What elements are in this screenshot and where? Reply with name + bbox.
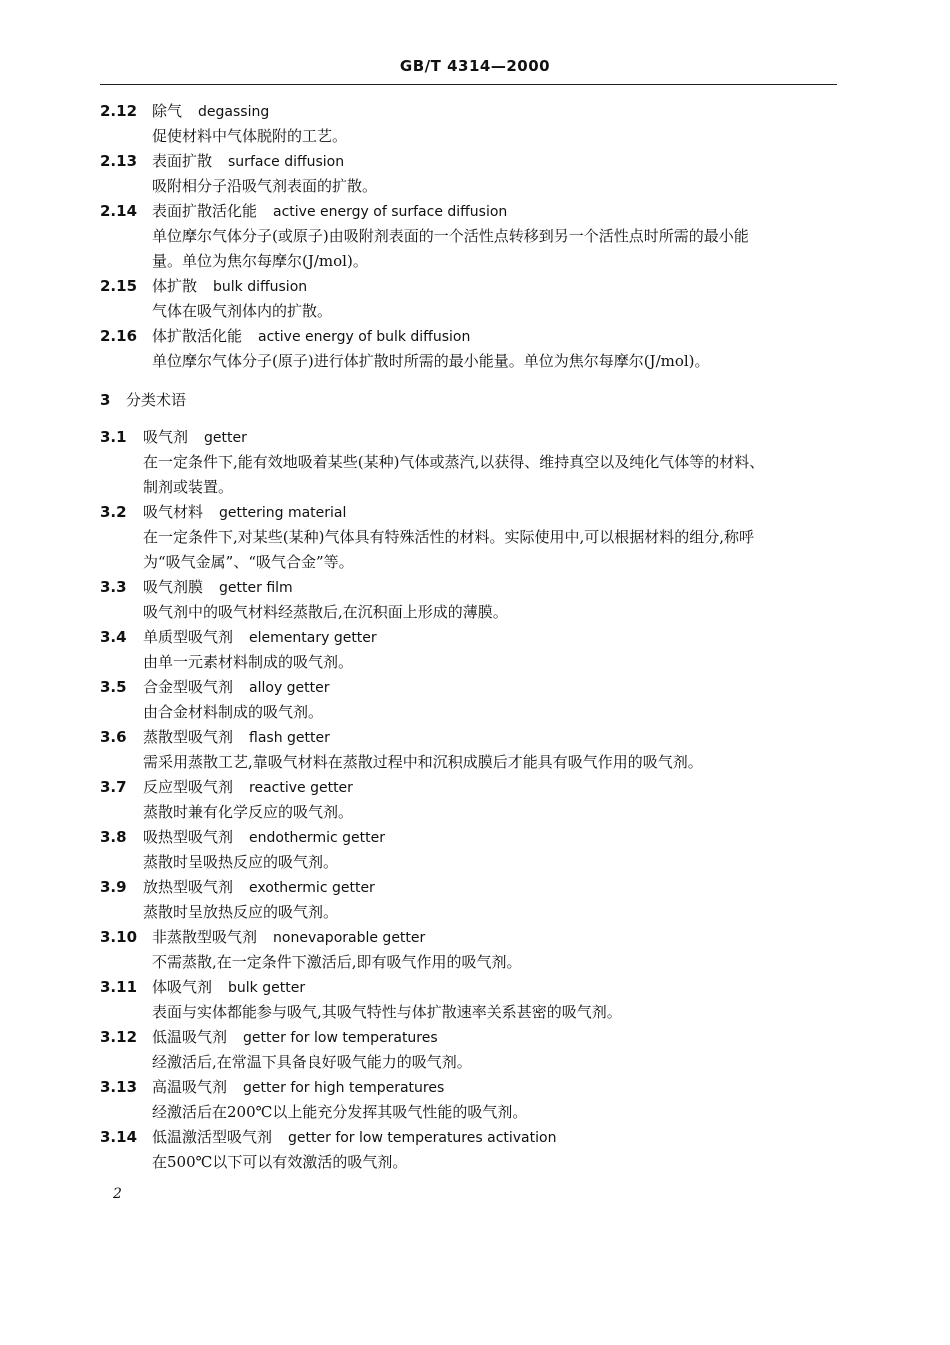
term-chinese: 表面扩散 bbox=[152, 152, 213, 170]
term-number: 3.2 bbox=[100, 503, 127, 521]
term-chinese: 高温吸气剂 bbox=[152, 1078, 228, 1096]
section-3-terms bbox=[100, 425, 840, 1175]
header-rule bbox=[100, 84, 837, 85]
term-chinese: 反应型吸气剂 bbox=[143, 778, 234, 796]
term-entry bbox=[100, 199, 840, 274]
term-definition: 经激活后在200℃以上能充分发挥其吸气性能的吸气剂。 bbox=[152, 1103, 528, 1121]
term-entry bbox=[100, 875, 840, 925]
term-chinese: 吸气材料 bbox=[143, 503, 204, 521]
term-number: 3.8 bbox=[100, 828, 127, 846]
term-definition: 促使材料中气体脱附的工艺。 bbox=[152, 127, 348, 145]
term-chinese: 体扩散 bbox=[152, 277, 198, 295]
term-number: 3.11 bbox=[100, 978, 138, 996]
term-english: getter for high temperatures bbox=[243, 1080, 445, 1096]
section-number: 3 bbox=[100, 391, 111, 409]
term-entry bbox=[100, 825, 840, 875]
term-english: degassing bbox=[198, 104, 270, 120]
term-definition: 吸附相分子沿吸气剂表面的扩散。 bbox=[152, 177, 378, 195]
term-english: getter for low temperatures bbox=[243, 1030, 438, 1046]
term-number: 3.6 bbox=[100, 728, 127, 746]
term-definition: 蒸散时兼有化学反应的吸气剂。 bbox=[143, 803, 354, 821]
term-definition: 需采用蒸散工艺,靠吸气材料在蒸散过程中和沉积成膜后才能具有吸气作用的吸气剂。 bbox=[143, 753, 703, 771]
term-number: 3.1 bbox=[100, 428, 127, 446]
term-chinese: 表面扩散活化能 bbox=[152, 202, 258, 220]
term-chinese: 低温吸气剂 bbox=[152, 1028, 228, 1046]
section-3-heading bbox=[100, 388, 840, 413]
term-english: endothermic getter bbox=[249, 830, 385, 846]
term-number: 2.15 bbox=[100, 277, 138, 295]
term-chinese: 低温激活型吸气剂 bbox=[152, 1128, 273, 1146]
term-entry bbox=[100, 324, 840, 374]
term-chinese: 放热型吸气剂 bbox=[143, 878, 234, 896]
term-number: 3.7 bbox=[100, 778, 127, 796]
term-english: elementary getter bbox=[249, 630, 377, 646]
term-definition: 蒸散时呈放热反应的吸气剂。 bbox=[143, 903, 339, 921]
term-english: nonevaporable getter bbox=[273, 930, 426, 946]
term-definition: 由合金材料制成的吸气剂。 bbox=[143, 703, 324, 721]
term-english: getter film bbox=[219, 580, 293, 596]
term-entry bbox=[100, 500, 840, 575]
term-english: gettering material bbox=[219, 505, 347, 521]
term-english: bulk diffusion bbox=[213, 279, 308, 295]
term-entry bbox=[100, 575, 840, 625]
term-entry bbox=[100, 1075, 840, 1125]
term-definition: 单位摩尔气体分子(或原子)由吸附剂表面的一个活性点转移到另一个活性点时所需的最小能 量。单位为焦尔每摩尔(J/mol)。 bbox=[152, 227, 749, 270]
term-english: getter for low temperatures activation bbox=[288, 1130, 557, 1146]
term-entry bbox=[100, 274, 840, 324]
term-english: getter bbox=[204, 430, 247, 446]
term-definition: 单位摩尔气体分子(原子)进行体扩散时所需的最小能量。单位为焦尔每摩尔(J/mol)。 bbox=[152, 352, 710, 370]
term-definition: 蒸散时呈吸热反应的吸气剂。 bbox=[143, 853, 339, 871]
standard-header: GB/T 4314—2000 bbox=[399, 57, 551, 75]
term-definition: 气体在吸气剂体内的扩散。 bbox=[152, 302, 333, 320]
term-english: exothermic getter bbox=[249, 880, 375, 896]
term-entry bbox=[100, 149, 840, 199]
term-english: reactive getter bbox=[249, 780, 353, 796]
term-chinese: 合金型吸气剂 bbox=[143, 678, 234, 696]
term-entry bbox=[100, 1125, 840, 1175]
term-entry bbox=[100, 625, 840, 675]
section-2-terms bbox=[100, 99, 840, 374]
term-entry bbox=[100, 425, 840, 500]
term-definition: 由单一元素材料制成的吸气剂。 bbox=[143, 653, 354, 671]
term-number: 3.14 bbox=[100, 1128, 138, 1146]
term-number: 2.13 bbox=[100, 152, 138, 170]
term-number: 3.5 bbox=[100, 678, 127, 696]
term-entry bbox=[100, 1025, 840, 1075]
page-content bbox=[100, 99, 840, 1175]
term-definition: 表面与实体都能参与吸气,其吸气特性与体扩散速率关系甚密的吸气剂。 bbox=[152, 1003, 622, 1021]
term-chinese: 吸气剂膜 bbox=[143, 578, 204, 596]
term-definition: 在一定条件下,对某些(某种)气体具有特殊活性的材料。实际使用中,可以根据材料的组分,称呼 为“吸气金属”、“吸气合金”等。 bbox=[143, 528, 755, 571]
term-definition: 不需蒸散,在一定条件下激活后,即有吸气作用的吸气剂。 bbox=[152, 953, 522, 971]
term-number: 3.13 bbox=[100, 1078, 138, 1096]
term-definition: 吸气剂中的吸气材料经蒸散后,在沉积面上形成的薄膜。 bbox=[143, 603, 508, 621]
term-chinese: 体扩散活化能 bbox=[152, 327, 243, 345]
term-entry bbox=[100, 775, 840, 825]
term-chinese: 蒸散型吸气剂 bbox=[143, 728, 234, 746]
term-entry bbox=[100, 975, 840, 1025]
section-title: 分类术语 bbox=[126, 391, 187, 409]
term-definition: 经激活后,在常温下具备良好吸气能力的吸气剂。 bbox=[152, 1053, 472, 1071]
term-chinese: 单质型吸气剂 bbox=[143, 628, 234, 646]
term-chinese: 非蒸散型吸气剂 bbox=[152, 928, 258, 946]
term-number: 3.4 bbox=[100, 628, 127, 646]
page-number: 2 bbox=[113, 1186, 122, 1202]
term-number: 2.14 bbox=[100, 202, 138, 220]
term-entry bbox=[100, 99, 840, 149]
term-english: active energy of bulk diffusion bbox=[258, 329, 471, 345]
term-definition: 在500℃以下可以有效激活的吸气剂。 bbox=[152, 1153, 408, 1171]
term-definition: 在一定条件下,能有效地吸着某些(某种)气体或蒸汽,以获得、维持真空以及纯化气体等的材料、 制剂或装置。 bbox=[143, 453, 765, 496]
term-english: bulk getter bbox=[228, 980, 306, 996]
term-english: active energy of surface diffusion bbox=[273, 204, 508, 220]
term-english: alloy getter bbox=[249, 680, 330, 696]
term-chinese: 吸气剂 bbox=[143, 428, 189, 446]
term-number: 2.12 bbox=[100, 102, 138, 120]
term-english: surface diffusion bbox=[228, 154, 345, 170]
term-entry bbox=[100, 675, 840, 725]
term-english: flash getter bbox=[249, 730, 330, 746]
term-chinese: 除气 bbox=[152, 102, 183, 120]
term-number: 2.16 bbox=[100, 327, 138, 345]
term-entry bbox=[100, 725, 840, 775]
term-number: 3.9 bbox=[100, 878, 127, 896]
term-number: 3.3 bbox=[100, 578, 127, 596]
term-chinese: 体吸气剂 bbox=[152, 978, 213, 996]
term-number: 3.12 bbox=[100, 1028, 138, 1046]
term-chinese: 吸热型吸气剂 bbox=[143, 828, 234, 846]
term-entry bbox=[100, 925, 840, 975]
term-number: 3.10 bbox=[100, 928, 138, 946]
